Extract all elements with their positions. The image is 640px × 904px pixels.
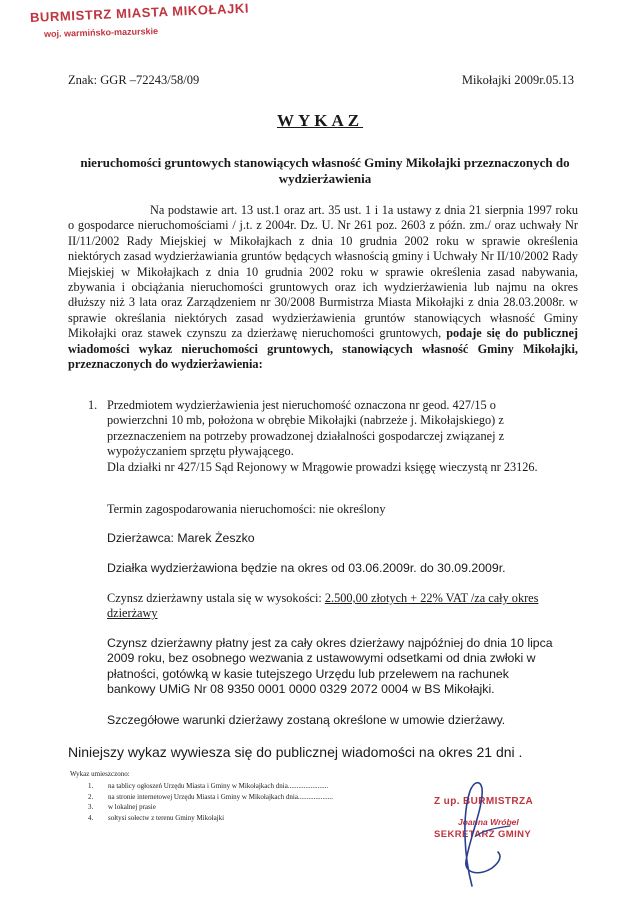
stamp-line-1: BURMISTRZ MIASTA MIKOŁAJKI	[29, 0, 250, 25]
document-subtitle: nieruchomości gruntowych stanowiących własność Gminy Mikołajki przeznaczonych do wydzierżawienia	[80, 155, 570, 186]
item-land-register: Dla działki nr 427/15 Sąd Rejonowy w Mrągowie prowadzi księgę wieczystą nr 23126.	[107, 459, 538, 474]
item-description	[107, 398, 559, 475]
intro-bold-text: podaje się do publicznej wiadomości wykaz nieruchomości gruntowych, stanowiących własność Gminy Mikołajki, przeznaczonych do wydzierżawienia:	[68, 326, 578, 372]
item-lease-period: Działka wydzierżawiona będzie na okres od 03.06.2009r. do 30.09.2009r.	[107, 561, 506, 575]
distribution-item: 3. w lokalnej prasie	[88, 803, 156, 811]
distribution-item: 2. na stronie internetowej Urzędu Miasta i Gminy w Mikołajkach dnia....................	[88, 792, 333, 801]
reference-number: Znak: GGR –72243/58/09	[68, 73, 200, 87]
document-title: WYKAZ	[276, 111, 364, 130]
rent-amount: 2.500,00 złotych + 22% VAT /za cały okres dzierżawy	[107, 591, 539, 621]
distribution-item: 4. sołtysi sołectw z terenu Gminy Mikołajki	[88, 813, 225, 822]
signature-stamp-name: Joanna Wróbel	[458, 817, 519, 827]
document-date: Mikołajki 2009r.05.13	[461, 73, 574, 87]
signature-stamp-line-1: Z up. BURMISTRZA	[434, 796, 534, 807]
rent-prefix: Czynsz dzierżawny ustala się w wysokości:	[107, 591, 325, 605]
item-development-term: Termin zagospodarowania nieruchomości: nie określony	[107, 502, 386, 516]
intro-paragraph	[68, 203, 578, 372]
handwritten-signature	[440, 776, 530, 896]
item-payment-terms: Czynsz dzierżawny płatny jest za cały okres dzierżawy najpóźniej do dnia 10 lipca 2009 roku, bez osobnego wezwania z ustawowymi odsetkami od dnia zwłoki w płatności, gotówką w kasie tutejszego Urzędu lub przelewem na rachunek bankowy UMiG Nr 08 9350 0001 0000 0329 2072 0004 w BS Mikołajki.	[107, 636, 553, 697]
intro-text: Na podstawie art. 13 ust.1 oraz art. 35 ust. 1 i 1a ustawy z dnia 21 sierpnia 1997 roku o gospodarce nieruchomościami / j.t. z 2004r. Dz. U. Nr 261 poz. 2603 z późn. zm./ oraz uchwały Nr II/11/2002 Rady Miejskiej w Mikołajkach z dnia 10 grudnia 2002 roku w sprawie określenia niektórych zasad wydzierżawiania gruntów będących własnością gminy i Uchwały Nr II/10/2002 Rady Miejskiej w Mikołajkach z dnia 10 grudnia 2002 roku w sprawie określenia zasad nabywania, zbywania i obciążania nieruchomości gruntowych oraz ich wydzierżawienia lub najmu na okres dłuższy niż 3 lata oraz Zarządzeniem nr 30/2008 Burmistrza Miasta Mikołajki z dnia 28.03.2008r. w sprawie określania niektórych zasad wydzierżawienia gruntów stanowiących własność Gminy Mikołajki oraz stawek czynszu za dzierżawę nieruchomości gruntowych,	[68, 203, 578, 341]
distribution-item: 1. na tablicy ogłoszeń Urzędu Miasta i Gminy w Mikołajkach dnia.......................	[88, 782, 329, 790]
stamp-line-2: woj. warmińsko-mazurskie	[43, 26, 159, 39]
closing-statement: Niniejszy wykaz wywiesza się do publicznej wiadomości na okres 21 dni .	[68, 744, 523, 760]
item-number: 1.	[88, 398, 98, 412]
item-tenant: Dzierżawca: Marek Żeszko	[107, 531, 255, 545]
distribution-heading: Wykaz umieszczono:	[70, 770, 130, 778]
distribution-list	[88, 781, 333, 823]
item-rent	[107, 591, 559, 622]
item-subject: Przedmiotem wydzierżawienia jest nieruchomość oznaczona nr geod. 427/15 o powierzchni 10 mb, położona w obrębie Mikołajki (nabrzeże j. Mikołajskiego) z przeznaczeniem na potrzeby prowadzonej działalności gospodarczej związanej z wypożyczaniem sprzętu pływającego.	[107, 398, 505, 459]
item-lease-conditions: Szczegółowe warunki dzierżawy zostaną określone w umowie dzierżawy.	[107, 713, 506, 727]
signature-stamp-line-3: SEKRETARZ GMINY	[434, 829, 532, 840]
issuer-stamp	[29, 0, 250, 39]
